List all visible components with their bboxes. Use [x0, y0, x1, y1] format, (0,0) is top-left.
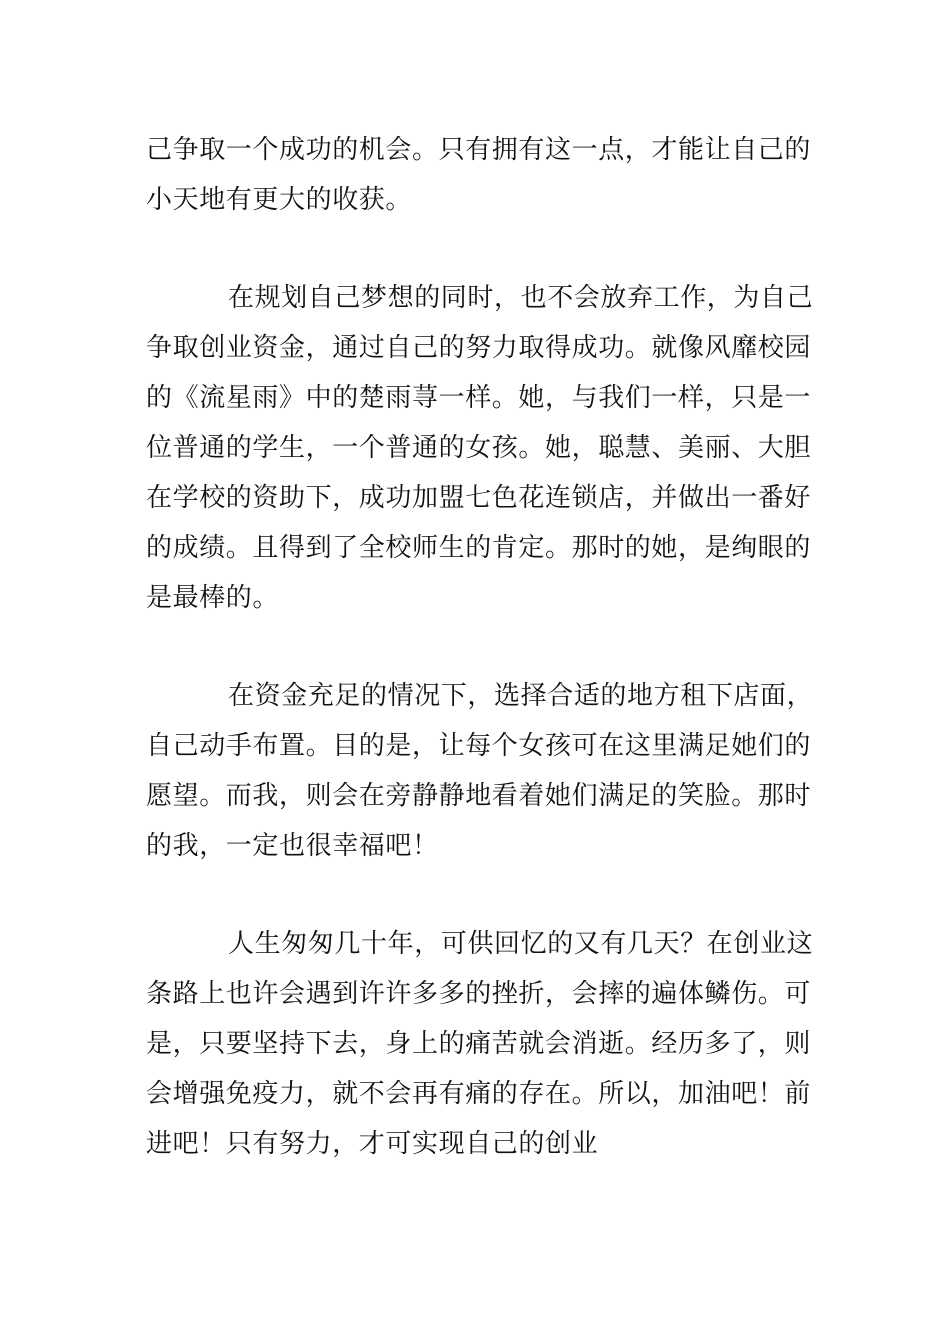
paragraph-3-line-2: 自己动手布置。目的是，让每个女孩可在这里满足她们的 [146, 731, 812, 761]
paragraph-1-line-2: 小天地有更大的收获。 [146, 185, 413, 215]
paragraph-3-line-3: 愿望。而我，则会在旁静静地看着她们满足的笑脸。那时 [146, 781, 812, 811]
paragraph-4-line-1: 人生匆匆几十年，可供回忆的又有几天？在创业这 [228, 929, 814, 959]
paragraph-3-line-1: 在资金充足的情况下，选择合适的地方租下店面， [228, 681, 814, 711]
paragraph-2-line-6: 的成绩。且得到了全校师生的肯定。那时的她，是绚眼的 [146, 533, 812, 563]
paragraph-2-line-1: 在规划自己梦想的同时，也不会放弃工作，为自己 [228, 283, 814, 313]
paragraph-2-line-4: 位普通的学生，一个普通的女孩。她，聪慧、美丽、大胆 [146, 433, 812, 463]
paragraph-4-line-4: 会增强免疫力，就不会再有痛的存在。所以，加油吧！前 [146, 1079, 812, 1109]
paragraph-2-line-3: 的《流星雨》中的楚雨荨一样。她，与我们一样，只是一 [146, 383, 812, 413]
paragraph-3-line-4: 的我，一定也很幸福吧！ [146, 831, 439, 861]
paragraph-4-line-3: 是，只要坚持下去，身上的痛苦就会消逝。经历多了，则 [146, 1029, 812, 1059]
paragraph-4-line-2: 条路上也许会遇到许许多多的挫折，会摔的遍体鳞伤。可 [146, 979, 812, 1009]
paragraph-2-line-2: 争取创业资金，通过自己的努力取得成功。就像风靡校园 [146, 333, 812, 363]
paragraph-1-line-1: 己争取一个成功的机会。只有拥有这一点，才能让自己的 [146, 135, 812, 165]
paragraph-2-line-7: 是最棒的。 [146, 583, 280, 613]
paragraph-2-line-5: 在学校的资助下，成功加盟七色花连锁店，并做出一番好 [146, 483, 812, 513]
paragraph-4-line-5: 进吧！只有努力，才可实现自己的创业 [146, 1129, 599, 1159]
